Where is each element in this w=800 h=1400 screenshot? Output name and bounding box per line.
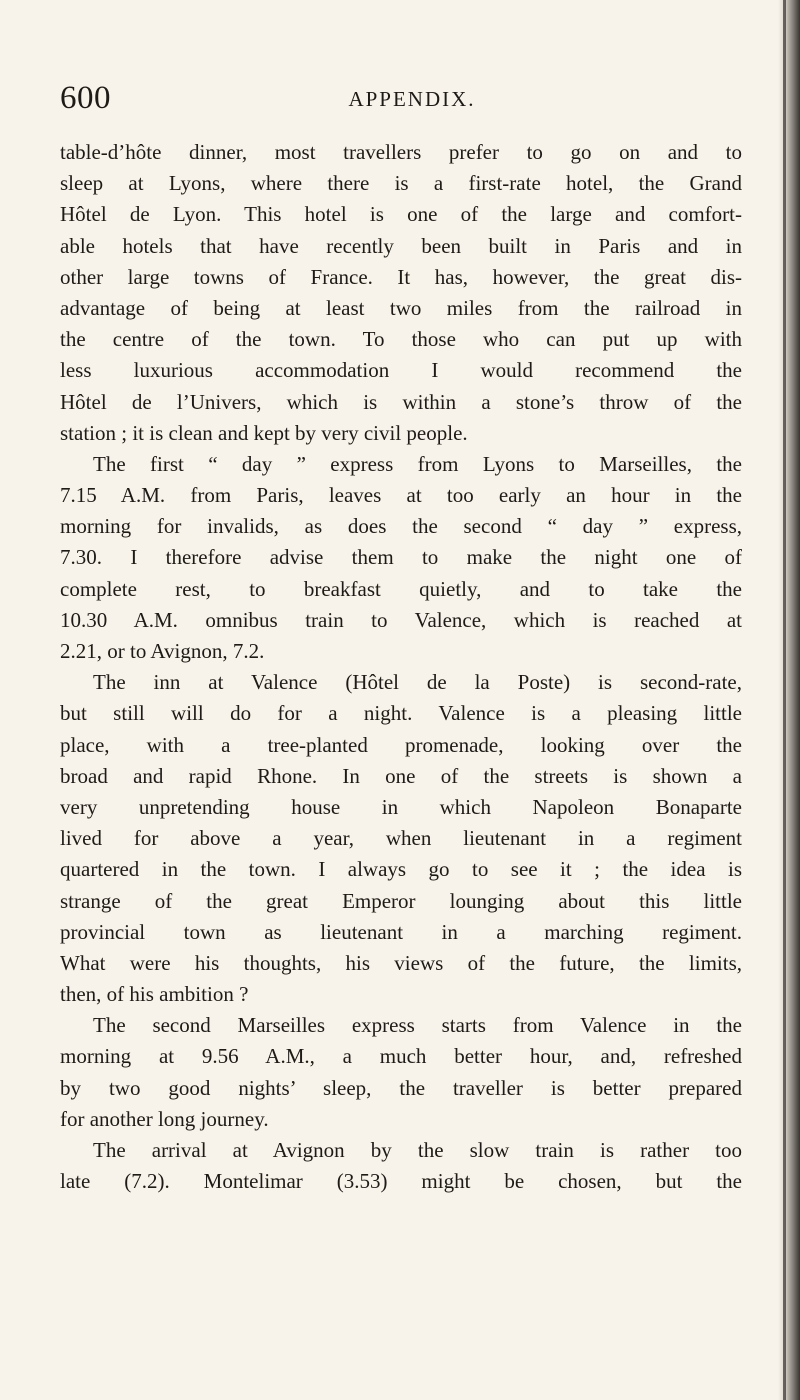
text-line: other large towns of France. It has, however, the great dis-	[60, 264, 742, 289]
text-line: table-d’hôte dinner, most travellers prefer to go on and to	[60, 140, 742, 164]
binding-gutter-line	[783, 0, 786, 1400]
text-line: morning for invalids, as does the second “ day ” express,	[60, 514, 742, 539]
text-line: Hôtel de Lyon. This hotel is one of the large and comfort-	[60, 202, 742, 227]
text-line: the centre of the town. To those who can put up with	[60, 327, 742, 352]
text-line: station ; it is clean and kept by very civil people.	[60, 420, 468, 445]
text-line: late (7.2). Montelimar (3.53) might be chosen, but the	[60, 1169, 742, 1194]
text-line: 2.21, or to Avignon, 7.2.	[60, 639, 265, 663]
text-line: provincial town as lieutenant in a marching regiment.	[60, 919, 742, 944]
text-line: by two good nights’ sleep, the traveller is better prepared	[60, 1075, 742, 1100]
text-line: but still will do for a night. Valence is a pleasing little	[60, 701, 742, 726]
text-line: What were his thoughts, his views of the future, the limits,	[60, 950, 742, 975]
text-line: sleep at Lyons, where there is a first-rate hotel, the Grand	[60, 171, 742, 196]
text-line: lived for above a year, when lieutenant in a regiment	[60, 826, 742, 851]
text-line: broad and rapid Rhone. In one of the streets is shown a	[60, 763, 742, 788]
text-line: Hôtel de l’Univers, which is within a stone’s throw of the	[60, 389, 742, 414]
text-line: place, with a tree-planted promenade, looking over the	[60, 732, 742, 757]
text-line: very unpretending house in which Napoleon Bonaparte	[60, 794, 742, 819]
binding-gutter-shadow	[778, 0, 800, 1400]
page-number: 600	[60, 80, 111, 116]
text-line: less luxurious accommodation I would recommend the	[60, 358, 742, 383]
text-line: 10.30 A.M. omnibus train to Valence, which is reached at	[60, 607, 742, 632]
text-line: advantage of being at least two miles from the railroad in	[60, 295, 742, 320]
text-line: for another long journey.	[60, 1106, 269, 1131]
text-line: strange of the great Emperor lounging about this little	[60, 888, 742, 913]
body-text	[60, 137, 742, 1197]
text-line: quartered in the town. I always go to see it ; the idea is	[60, 857, 742, 882]
text-line: then, of his ambition ?	[60, 982, 249, 1007]
text-line: 7.30. I therefore advise them to make the night one of	[60, 545, 742, 570]
text-line: morning at 9.56 A.M., a much better hour, and, refreshed	[60, 1044, 742, 1069]
text-line: The first “ day ” express from Lyons to Marseilles, the	[93, 451, 742, 476]
text-line: The inn at Valence (Hôtel de la Poste) is second-rate,	[93, 670, 742, 695]
text-line: The arrival at Avignon by the slow train is rather too	[93, 1138, 742, 1162]
text-line: 7.15 A.M. from Paris, leaves at too early an hour in the	[60, 483, 742, 508]
running-head: APPENDIX.	[348, 87, 476, 111]
page-header	[60, 80, 740, 120]
text-line: The second Marseilles express starts from Valence in the	[93, 1013, 742, 1038]
text-line: able hotels that have recently been built in Paris and in	[60, 233, 742, 258]
text-line: complete rest, to breakfast quietly, and to take the	[60, 576, 742, 601]
